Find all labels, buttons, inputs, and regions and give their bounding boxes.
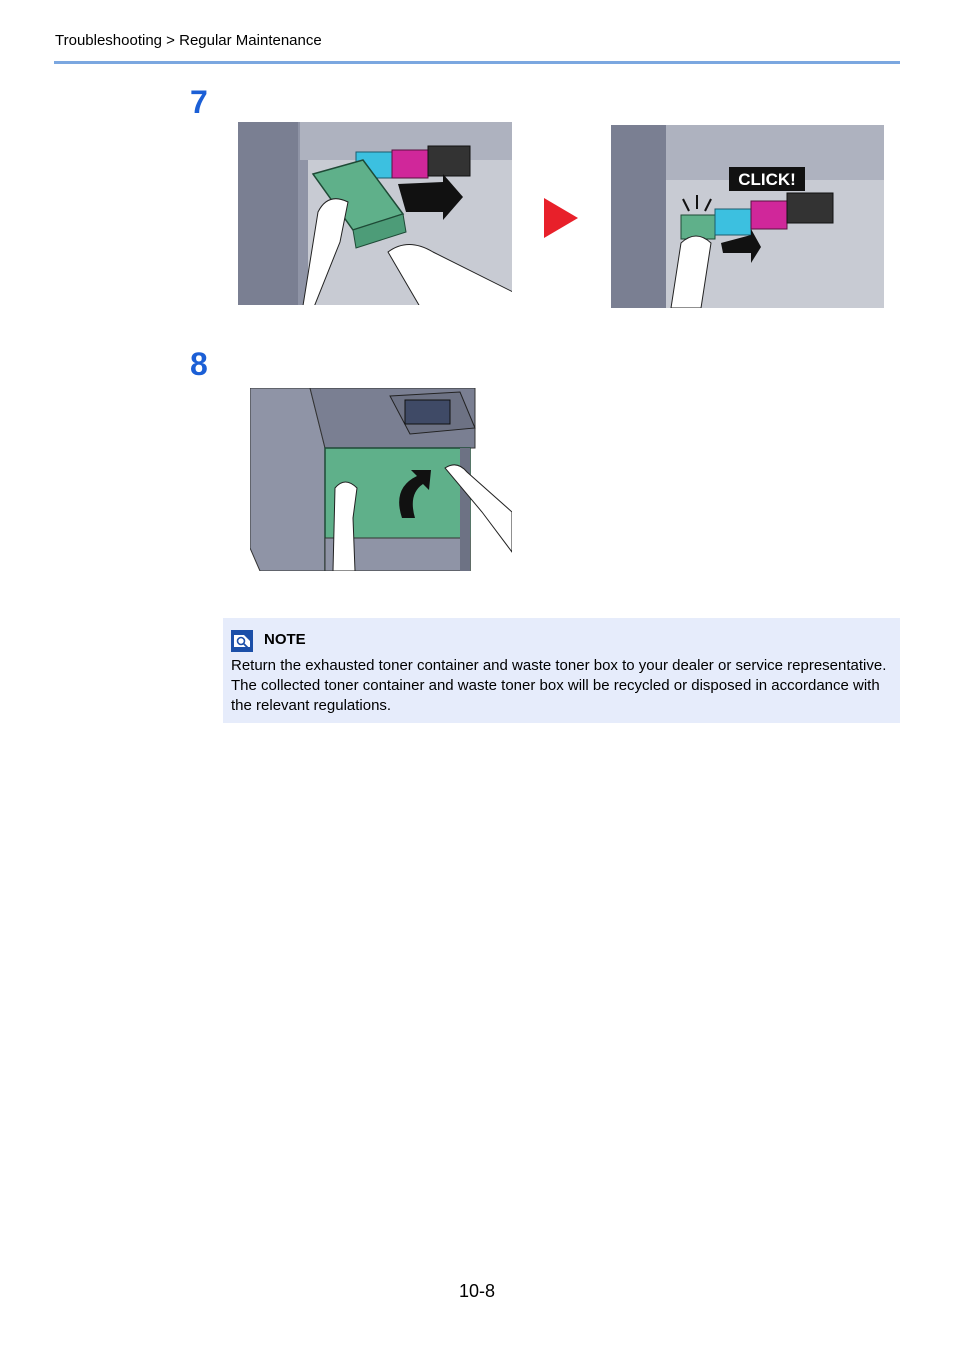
- breadcrumb: Troubleshooting > Regular Maintenance: [55, 32, 322, 49]
- note-icon: [231, 630, 253, 652]
- click-label: CLICK!: [738, 170, 796, 189]
- page-number: 10-8: [458, 1281, 496, 1301]
- step-7-number: 7: [190, 84, 208, 120]
- note-box: [223, 618, 900, 723]
- step-8-illustration-close-cover: [250, 388, 512, 571]
- step-8-number: 8: [190, 346, 208, 382]
- note-title: NOTE: [264, 631, 306, 648]
- step-7-illustration-insert: [238, 122, 512, 305]
- next-arrow-icon: [544, 198, 578, 238]
- note-body: Return the exhausted toner container and waste toner box to your dealer or service representative. The collected toner container and waste toner box will be recycled or disposed in accordance with the relevant regulations.: [231, 657, 887, 714]
- step-7-illustration-click: [611, 125, 884, 308]
- header-divider: [54, 61, 900, 64]
